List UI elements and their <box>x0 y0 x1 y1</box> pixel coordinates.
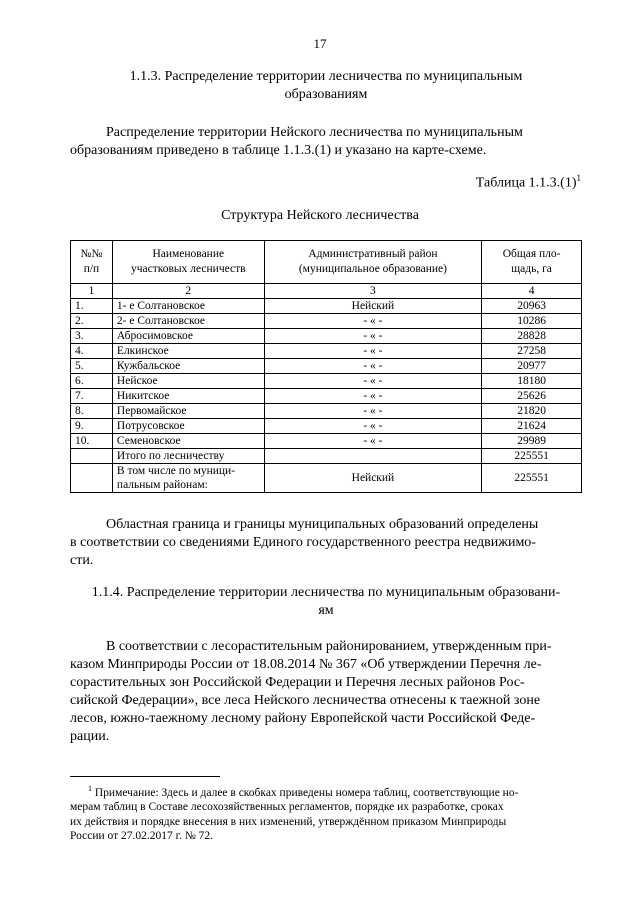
paragraph-line: рации. <box>70 729 110 744</box>
total-empty-cell <box>264 449 482 464</box>
row-name: Абросимовское <box>112 329 264 344</box>
row-area: 10286 <box>482 314 582 329</box>
row-district: - « - <box>264 434 482 449</box>
table-row <box>71 419 582 434</box>
table-row <box>71 314 582 329</box>
column-number: 2 <box>112 284 264 299</box>
row-area: 28828 <box>482 329 582 344</box>
row-number: 6. <box>71 374 113 389</box>
table-header-row <box>71 241 582 284</box>
paragraph-line: лесов, южно-таежному лесному району Европейской части Российской Феде- <box>70 711 536 726</box>
subtotal-empty-cell <box>71 464 113 493</box>
table-row <box>71 404 582 419</box>
header-cell-area: Общая пло- щадь, га <box>482 241 582 284</box>
table-row <box>71 389 582 404</box>
header-cell-district: Административный район (муниципальное образование) <box>264 241 482 284</box>
forestry-structure-table <box>70 240 582 493</box>
row-number: 10. <box>71 434 113 449</box>
row-name: Никитское <box>112 389 264 404</box>
table-row <box>71 434 582 449</box>
row-district: - « - <box>264 329 482 344</box>
table-caption <box>476 173 581 192</box>
footnote-line: $^1$ Примечание: Здесь и далее в скобках приведены номера таблиц, соответствующие но- <box>88 784 519 799</box>
paragraph-line: сорастительных зон Российской Федерации и Перечня лесных районов Рос- <box>70 675 525 690</box>
paragraph-line: казом Минприроды России от 18.08.2014 № 367 «Об утверждении Перечня ле- <box>70 657 542 672</box>
row-number: 5. <box>71 359 113 374</box>
paragraph-line: сти. <box>70 553 94 568</box>
footnote-line: мерам таблиц в Составе лесохозяйственных регламентов, порядке их разработке, сроках <box>70 801 504 814</box>
paragraph-line: В соответствии с лесорастительным районированием, утвержденным при- <box>106 639 552 654</box>
heading-line: 1.1.4. Распределение территории лесничества по муниципальным образовани- <box>91 585 561 600</box>
row-area: 25626 <box>482 389 582 404</box>
heading-line: 1.1.3. Распределение территории лесничества по муниципальным <box>129 69 523 84</box>
row-number: 9. <box>71 419 113 434</box>
row-name: Елкинское <box>112 344 264 359</box>
row-number: 1. <box>71 299 113 314</box>
row-name: Нейское <box>112 374 264 389</box>
row-name: 1- е Солтановское <box>112 299 264 314</box>
row-area: 18180 <box>482 374 582 389</box>
total-empty-cell <box>71 449 113 464</box>
row-name: 2- е Солтановское <box>112 314 264 329</box>
header-cell-name: Наименование участковых лесничеств <box>112 241 264 284</box>
table-row <box>71 374 582 389</box>
section-heading-1-1-4 <box>70 584 582 620</box>
table-row <box>71 299 582 314</box>
row-name: Первомайское <box>112 404 264 419</box>
total-label: Итого по лесничеству <box>112 449 264 464</box>
row-area: 27258 <box>482 344 582 359</box>
row-area: 20977 <box>482 359 582 374</box>
table-row <box>71 329 582 344</box>
row-district: Нейский <box>264 299 482 314</box>
row-number: 8. <box>71 404 113 419</box>
footnote-line: их действия и порядке внесения в них изменений, утверждённом приказом Минприроды <box>70 815 507 828</box>
row-area: 21624 <box>482 419 582 434</box>
paragraph-line: образованиям приведено в таблице 1.1.3.(1) и указано на карте-схеме. <box>70 143 487 158</box>
paragraph-line: Распределение территории Нейского лесничества по муниципальным <box>106 125 523 140</box>
table-row <box>71 344 582 359</box>
row-district: - « - <box>264 389 482 404</box>
paragraph-line: сийской Федерации», все леса Нейского лесничества отнесены к таежной зоне <box>70 693 541 708</box>
row-name: Потрусовское <box>112 419 264 434</box>
header-cell-number: №№ п/п <box>71 241 113 284</box>
row-number: 2. <box>71 314 113 329</box>
table-title: Структура Нейского лесничества <box>221 208 419 223</box>
total-row <box>71 449 582 464</box>
subtotal-label: В том числе по муници- пальным районам: <box>112 464 264 493</box>
paragraph-distribution <box>70 124 582 160</box>
row-area: 29989 <box>482 434 582 449</box>
paragraph-line: в соответствии со сведениями Единого государственного реестра недвижимо- <box>70 535 536 550</box>
footnote-mark: 1 <box>88 784 92 793</box>
section-heading-1-1-3 <box>70 68 582 104</box>
row-name: Семеновское <box>112 434 264 449</box>
total-area: 225551 <box>482 449 582 464</box>
row-district: - « - <box>264 314 482 329</box>
row-area: 20963 <box>482 299 582 314</box>
row-district: - « - <box>264 404 482 419</box>
row-number: 4. <box>71 344 113 359</box>
subtotal-row <box>71 464 582 493</box>
paragraph-borders <box>70 516 582 570</box>
table-row <box>71 359 582 374</box>
heading-line: ям <box>318 603 334 618</box>
row-area: 21820 <box>482 404 582 419</box>
row-district: - « - <box>264 374 482 389</box>
footnote-reference[interactable]: 1 <box>576 173 581 183</box>
row-district: - « - <box>264 344 482 359</box>
row-district: - « - <box>264 419 482 434</box>
row-number: 3. <box>71 329 113 344</box>
subtotal-area: 225551 <box>482 464 582 493</box>
column-number-row <box>71 284 582 299</box>
subtotal-district: Нейский <box>264 464 482 493</box>
row-number: 7. <box>71 389 113 404</box>
column-number: 3 <box>264 284 482 299</box>
paragraph-line: Областная граница и границы муниципальных образований определены <box>106 517 539 532</box>
heading-line: образованиям <box>284 87 368 102</box>
page-number: 17 <box>313 36 327 51</box>
footnote <box>70 782 582 844</box>
footnote-separator <box>70 776 220 777</box>
paragraph-zoning <box>70 638 582 746</box>
row-name: Кужбальское <box>112 359 264 374</box>
row-district: - « - <box>264 359 482 374</box>
footnote-line: России от 27.02.2017 г. № 72. <box>70 830 214 843</box>
column-number: 1 <box>71 284 113 299</box>
table-caption-text: Таблица 1.1.3.(1) <box>475 175 577 191</box>
column-number: 4 <box>482 284 582 299</box>
